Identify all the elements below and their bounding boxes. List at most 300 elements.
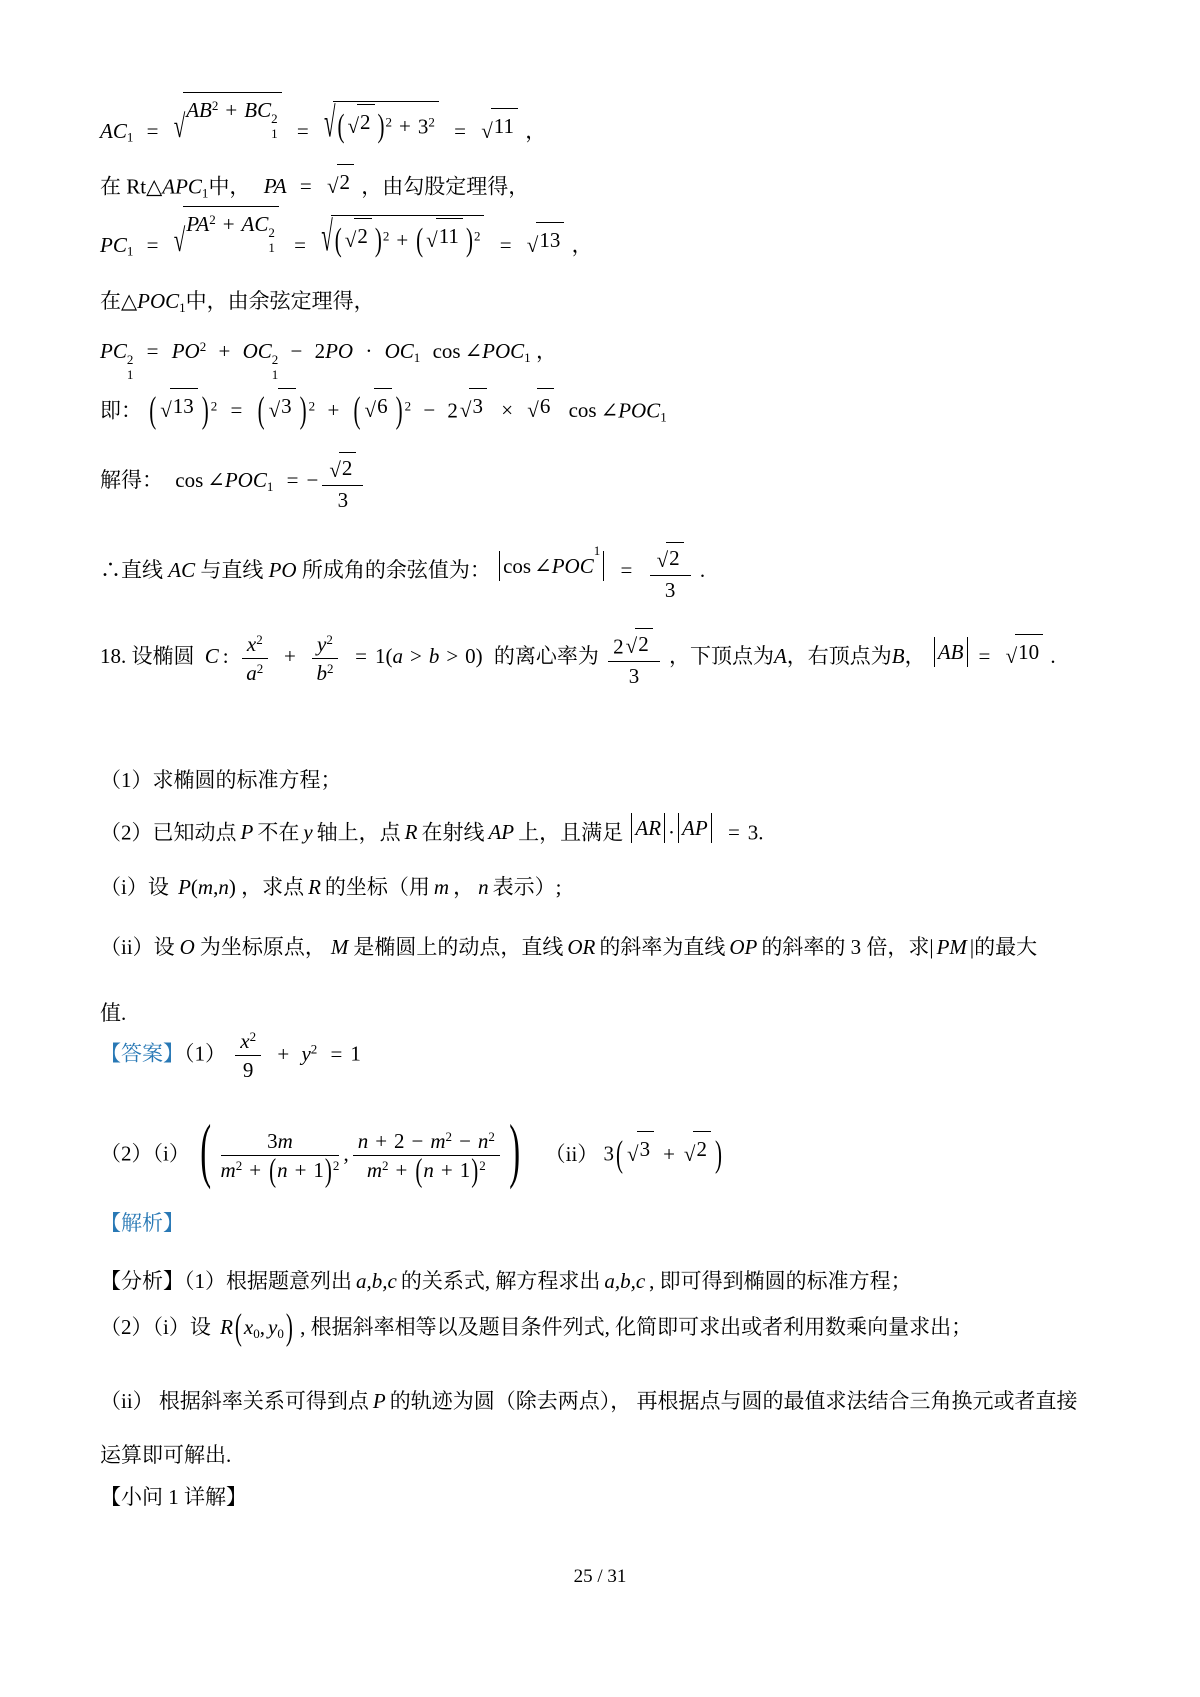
- text-token: −: [459, 1129, 471, 1153]
- text-token: 1: [413, 349, 421, 365]
- text-token: ，: [535, 339, 557, 363]
- text-token: 2: [693, 1131, 711, 1164]
- text-token: .: [699, 558, 706, 583]
- text-token: ，: [571, 232, 593, 257]
- text-token: , 根据斜率相等以及题目条件列式, 化简即可求出或者利用数乘向量求出；: [300, 1315, 973, 1339]
- text-token: m: [430, 1129, 446, 1153]
- text-token: POC: [482, 339, 525, 363]
- math-group: [678, 813, 679, 843]
- text-token: ，右顶点为: [786, 644, 892, 669]
- text-token: ): [395, 389, 403, 432]
- text-token: 3: [637, 1131, 655, 1164]
- text-token: (: [257, 389, 265, 432]
- analysis-section-label: [100, 1208, 184, 1238]
- text-token: 轴上，点: [316, 820, 401, 845]
- text-token: ，由勾股定理得，: [361, 174, 530, 199]
- text-token: 1: [374, 644, 386, 669]
- math-group: [603, 551, 604, 581]
- text-token: 运算即可解出.: [100, 1443, 232, 1467]
- answer-part-2: [100, 1112, 724, 1192]
- text-token: √: [527, 398, 539, 423]
- sqrt-radical: [684, 1131, 711, 1164]
- text-token: 1: [459, 1158, 471, 1183]
- text-token: 13: [170, 388, 198, 421]
- text-token: 的轨迹为圆（除去两点）， 再根据点与圆的最值求法结合三角换元或者直接: [389, 1389, 1078, 1413]
- text-token: 2: [666, 542, 684, 571]
- text-token: n: [478, 875, 489, 899]
- sqrt-radical: [173, 92, 282, 145]
- text-token: 上，且满足: [518, 820, 624, 845]
- text-token: √: [481, 118, 493, 143]
- formula-substituted-values: [100, 388, 667, 432]
- text-token: PM: [936, 935, 967, 959]
- text-token: AB: [186, 98, 212, 122]
- math-group: [220, 1151, 340, 1189]
- text-token: 解得：: [100, 468, 163, 493]
- text-token: BC: [244, 98, 272, 122]
- text-token: a: [392, 644, 403, 669]
- fraction: [322, 452, 363, 513]
- text-token: ，: [525, 118, 547, 143]
- part-2-ii-question: [100, 932, 1037, 962]
- text-token: y: [301, 1041, 311, 1066]
- math-group: [242, 631, 268, 659]
- text-token: +: [396, 228, 409, 253]
- text-token: 2: [256, 660, 264, 676]
- text-token: =: [330, 1041, 343, 1066]
- text-token: ): [201, 389, 209, 432]
- text-token: =: [146, 232, 159, 257]
- text-token: cos: [432, 339, 461, 363]
- text-token: R: [220, 1315, 233, 1339]
- text-token: 2: [404, 398, 412, 414]
- text-token: 1: [126, 366, 134, 382]
- text-token: 2: [249, 1028, 257, 1044]
- text-token: （1）: [184, 1041, 226, 1066]
- text-token: ): [465, 221, 473, 259]
- text-token: 9: [242, 1058, 254, 1083]
- analysis-line-2: [100, 1305, 973, 1348]
- text-token: ×: [501, 398, 514, 423]
- text-token: 3: [664, 577, 676, 602]
- math-group: [608, 628, 660, 662]
- text-token: 即：: [100, 398, 142, 423]
- text-token: (: [337, 107, 345, 145]
- text-token: 11: [436, 218, 463, 251]
- text-token: AC: [241, 212, 269, 236]
- text-token: √: [329, 458, 341, 483]
- sqrt-radical: [626, 628, 653, 657]
- text-token: −: [423, 398, 436, 423]
- text-token: −: [306, 468, 319, 493]
- text-token: +: [327, 398, 340, 423]
- text-token: 0: [253, 1325, 260, 1341]
- text-token: 2: [339, 452, 357, 481]
- text-token: （ii）: [544, 1141, 599, 1166]
- text-token: 中，由余弦定理得，: [185, 289, 375, 313]
- absolute-value: [675, 812, 715, 844]
- sqrt-radical: [460, 388, 487, 421]
- text-token: ,: [259, 1315, 266, 1339]
- math-group: [650, 542, 691, 576]
- text-token: 1: [126, 243, 134, 259]
- text-token: ,: [213, 875, 219, 899]
- text-token: √: [625, 634, 638, 659]
- text-token: 2: [357, 104, 375, 137]
- text-token: OC: [242, 339, 272, 363]
- text-token: +: [218, 339, 231, 363]
- text-token: 2: [268, 224, 275, 240]
- text-token: 表示）;: [492, 875, 562, 899]
- formula-cos-result: [100, 452, 367, 513]
- page-number: [0, 1566, 1200, 1588]
- math-group: [631, 813, 632, 843]
- text-token: OP: [729, 935, 758, 959]
- text-token: C: [187, 174, 202, 199]
- text-token: √: [160, 398, 172, 423]
- text-token: 在射线: [421, 820, 485, 845]
- text-token: +: [294, 1158, 307, 1183]
- sqrt-radical: [1006, 634, 1044, 667]
- text-token: cos: [503, 553, 532, 578]
- text-token: (: [385, 644, 393, 669]
- math-group: [967, 637, 968, 667]
- math-group: [664, 813, 665, 843]
- text-token: 0: [465, 644, 476, 669]
- sqrt-radical: [481, 108, 518, 141]
- text-token: √: [323, 98, 336, 147]
- part-2-ii-question-continued: [100, 998, 126, 1028]
- text-token: AR: [635, 816, 662, 840]
- text-token: ·: [668, 820, 676, 845]
- text-token: y: [317, 631, 327, 656]
- text-token: n: [423, 1158, 434, 1183]
- detail-part-1-heading: [100, 1482, 247, 1512]
- text-token: 【分析】（1）根据题意列出: [100, 1269, 352, 1293]
- fraction: [220, 1128, 340, 1189]
- text-token: 2: [235, 1158, 243, 1174]
- text-token: >: [409, 644, 422, 669]
- text-token: O: [179, 935, 195, 959]
- math-group: [711, 813, 712, 843]
- text-token: ，下顶点为: [668, 644, 774, 669]
- sqrt-radical: [527, 222, 565, 255]
- text-token: .: [758, 820, 764, 845]
- text-token: 3: [267, 1129, 278, 1153]
- analysis-line-3-continued: [100, 1440, 231, 1470]
- formula-pc1-length: [100, 206, 593, 260]
- sqrt-radical: [365, 388, 392, 421]
- text-token: ·: [365, 339, 373, 363]
- text-conclusion-cosine: [100, 542, 705, 603]
- text-token: P: [372, 1389, 386, 1413]
- text-token: PO: [171, 339, 200, 363]
- text-token: :: [222, 644, 229, 669]
- fraction: [235, 1028, 261, 1084]
- text-token: 2: [308, 398, 316, 414]
- sqrt-radical: [321, 212, 484, 261]
- text-token: 2: [428, 114, 435, 130]
- text-token: n: [357, 1129, 369, 1153]
- text-token: √: [459, 398, 472, 423]
- text-token: R: [404, 820, 418, 845]
- text-token: PC: [100, 339, 127, 363]
- fraction: [608, 628, 660, 689]
- text-token: 1: [350, 1041, 361, 1066]
- text-token: 在△: [100, 289, 138, 313]
- text-token: 1: [266, 479, 274, 495]
- math-group: [235, 1028, 261, 1056]
- math-group: [322, 452, 363, 486]
- text-token: 不在: [257, 820, 300, 845]
- text-token: √: [173, 107, 186, 145]
- text-token: m: [220, 1158, 236, 1183]
- text-token: (: [234, 1305, 242, 1348]
- text-token: n: [277, 1158, 288, 1183]
- text-token: A: [773, 644, 787, 669]
- text-token: m: [433, 875, 450, 899]
- text-token: 2: [199, 338, 207, 354]
- text-token: ): [374, 221, 382, 259]
- text-token: 2: [326, 660, 334, 676]
- text-token: ): [475, 644, 483, 669]
- sqrt-radical: [627, 1131, 654, 1164]
- text-token: POC: [224, 468, 267, 493]
- text-token: 中，: [208, 174, 251, 199]
- text-token: m: [197, 875, 214, 899]
- sqrt-radical: [657, 542, 684, 571]
- text-token: PA: [186, 212, 210, 236]
- text-token: 的坐标（用: [324, 875, 430, 899]
- text-token: b: [428, 644, 440, 669]
- sqrt-radical: [329, 452, 356, 481]
- text-token: 2: [394, 1129, 405, 1153]
- text-token: 2: [354, 218, 372, 251]
- text-token: B: [891, 644, 905, 669]
- text-token: ,: [343, 1141, 349, 1166]
- text-token: 10: [1015, 634, 1043, 667]
- text-token: 【小问 1 详解】: [100, 1485, 247, 1509]
- text-token: , 即可得到椭圆的标准方程；: [649, 1269, 912, 1293]
- text-token: ): [509, 1112, 521, 1192]
- math-group: [127, 353, 134, 383]
- part-2-i-question: [100, 872, 561, 902]
- text-token: （2）（i）设: [100, 1315, 211, 1339]
- sqrt-radical: [426, 218, 463, 251]
- text-token: √: [326, 174, 339, 199]
- text-token: 的关系式, 解方程求出: [400, 1269, 601, 1293]
- math-group: [242, 659, 268, 686]
- math-group: [221, 1128, 340, 1156]
- text-token: (: [149, 389, 157, 432]
- text-token: 在 Rt△: [100, 174, 163, 199]
- text-token: ∠: [207, 468, 225, 493]
- math-group: [183, 206, 279, 256]
- text-token: 1: [313, 1158, 324, 1183]
- fraction: [312, 631, 338, 687]
- text-token: ): [714, 1132, 722, 1175]
- text-token: a: [246, 660, 257, 685]
- text-token: +: [277, 1041, 290, 1066]
- text-token: （2）已知动点: [100, 820, 237, 845]
- text-token: x: [243, 1315, 254, 1339]
- text-token: 的离心率为: [493, 644, 599, 669]
- text-token: y: [268, 1315, 278, 1339]
- text-token: 为坐标原点，: [199, 935, 326, 959]
- text-token: =: [499, 232, 512, 257]
- text-token: 2: [209, 211, 216, 227]
- text-token: (: [616, 1132, 624, 1175]
- text-token: =: [230, 398, 243, 423]
- text-token: =: [620, 558, 633, 583]
- text-token: 1: [268, 239, 275, 255]
- text-token: (: [190, 875, 198, 899]
- text-token: （i）设: [100, 875, 169, 899]
- text-token: (: [200, 1112, 212, 1192]
- text-token: =: [294, 232, 306, 257]
- text-token: 2: [382, 1158, 389, 1174]
- text-token: 2: [447, 398, 458, 423]
- text-token: x: [240, 1029, 250, 1053]
- text-token: POC: [137, 289, 180, 313]
- text-token: (: [415, 1151, 423, 1189]
- text-token: 6: [374, 388, 392, 421]
- text-token: 2: [473, 228, 481, 244]
- text-token: 6: [537, 388, 555, 421]
- text-token: 的斜率为直线: [599, 935, 726, 959]
- text-token: AC: [100, 118, 127, 143]
- sqrt-radical: [345, 218, 372, 251]
- text-token: +: [222, 212, 235, 236]
- text-token: ，: [453, 875, 475, 899]
- text-token: 2: [310, 1041, 318, 1057]
- text-token: 2: [635, 628, 653, 657]
- text-token: 1: [201, 185, 209, 201]
- text-token: 3: [469, 388, 487, 421]
- text-token: 3: [747, 820, 759, 845]
- text-token: =: [299, 174, 312, 199]
- math-group: [499, 551, 500, 581]
- sqrt-radical: [347, 104, 374, 137]
- text-token: ): [285, 1305, 293, 1348]
- text-token: (: [334, 221, 342, 259]
- text-token: +: [283, 644, 296, 669]
- text-token: C: [204, 644, 219, 669]
- text-token: 2: [488, 1128, 495, 1144]
- text-token: 3: [417, 114, 429, 139]
- text-token: PO: [268, 558, 297, 583]
- math-group: [272, 353, 279, 383]
- text-token: ): [377, 107, 385, 145]
- text-right-triangle-apc1: [100, 164, 529, 202]
- text-token: 2: [271, 351, 279, 367]
- text-token: 18. 设椭圆: [100, 644, 195, 669]
- text-token: ): [324, 1151, 332, 1189]
- text-token: .: [1050, 644, 1056, 669]
- text-token: POC: [551, 553, 594, 578]
- sqrt-radical: [160, 388, 198, 421]
- text-token: 2: [210, 398, 218, 414]
- math-group: [312, 631, 338, 659]
- answer-part-1: [100, 1028, 361, 1084]
- text-token: （2）（i）: [100, 1141, 190, 1166]
- text-token: +: [663, 1141, 675, 1166]
- absolute-value: [496, 542, 607, 582]
- text-token: ): [228, 875, 236, 899]
- text-token: y: [303, 820, 313, 845]
- text-token: +: [395, 1158, 408, 1183]
- absolute-value: [628, 812, 668, 844]
- text-token: 2: [211, 97, 219, 113]
- text-token: −: [411, 1129, 424, 1153]
- formula-ac1-length: [100, 92, 546, 146]
- fraction: [353, 1128, 500, 1189]
- formula-law-of-cosines: [100, 336, 557, 383]
- text-token: 1: [179, 299, 186, 315]
- text-token: √: [683, 1141, 696, 1166]
- math-group: [183, 92, 281, 142]
- text-token: =: [146, 118, 159, 143]
- text-token: 3: [628, 663, 640, 688]
- text-token: POC: [618, 398, 661, 423]
- text-token: 2: [385, 114, 393, 130]
- text-token: 2: [326, 631, 333, 647]
- part-1-question: [100, 765, 342, 795]
- text-token: 是椭圆上的动点，直线: [353, 935, 564, 959]
- text-token: √: [526, 232, 539, 257]
- text-token: =: [296, 118, 309, 143]
- text-token: ∠: [464, 339, 483, 363]
- fraction: [650, 542, 691, 603]
- text-token: M: [330, 935, 349, 959]
- sqrt-radical: [527, 388, 554, 421]
- text-token: =: [355, 644, 367, 669]
- text-token: +: [399, 114, 411, 139]
- text-token: 2: [382, 228, 390, 244]
- text-token: 13: [536, 222, 564, 255]
- text-token: √: [627, 1141, 639, 1166]
- text-token: 2: [271, 110, 278, 126]
- text-token: +: [225, 98, 238, 122]
- text-token: 1: [524, 349, 531, 365]
- sqrt-radical: [323, 98, 439, 147]
- text-token: ∠: [600, 398, 619, 423]
- text-token: √: [1005, 644, 1018, 669]
- text-token: 3: [603, 1141, 615, 1166]
- text-token: √: [426, 228, 438, 253]
- text-token: √: [173, 221, 186, 259]
- text-token: AP: [162, 174, 188, 199]
- math-group: [353, 1151, 500, 1189]
- text-token: a,b,c: [604, 1269, 646, 1293]
- text-token: 2: [332, 1158, 340, 1174]
- text-token: |的最大: [969, 935, 1038, 959]
- text-token: 2: [314, 339, 326, 363]
- text-token: 2: [126, 351, 134, 367]
- text-token: cos: [568, 398, 597, 423]
- text-token: 25 / 31: [573, 1566, 627, 1587]
- text-token: ): [299, 389, 307, 432]
- text-token: √: [364, 398, 377, 423]
- text-token: PC: [100, 232, 127, 257]
- text-token: 0: [277, 1325, 284, 1341]
- text-token: 的斜率的 3 倍，求|: [761, 935, 934, 959]
- text-token: √: [347, 114, 360, 139]
- text-token: （ii） 根据斜率关系可得到点: [100, 1389, 369, 1413]
- text-triangle-poc1: [100, 286, 375, 316]
- text-token: =: [978, 644, 991, 669]
- text-token: =: [146, 339, 159, 363]
